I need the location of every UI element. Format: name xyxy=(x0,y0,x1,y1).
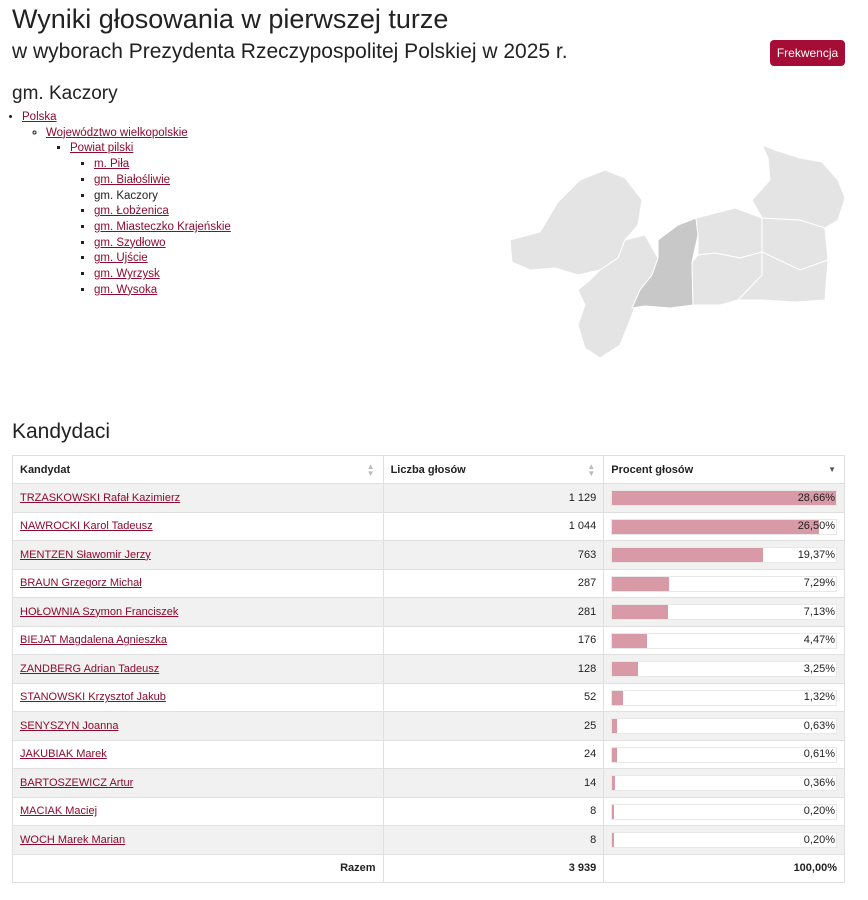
percent-cell xyxy=(604,683,845,712)
commune-link[interactable]: m. Piła xyxy=(94,158,130,171)
commune-current: gm. Kaczory xyxy=(94,189,158,202)
candidate-link[interactable]: WOCH Marek Marian xyxy=(20,833,126,846)
table-row xyxy=(13,626,845,655)
page-title: Wyniki głosowania w pierwszej turze xyxy=(12,4,449,34)
commune-item xyxy=(94,173,231,189)
percent-cell xyxy=(604,826,845,855)
percent-cell xyxy=(604,797,845,826)
commune-item xyxy=(94,283,231,299)
commune-item xyxy=(94,220,231,236)
commune-link[interactable]: gm. Szydłowo xyxy=(94,236,166,249)
commune-link[interactable]: gm. Wyrzysk xyxy=(94,268,160,281)
candidate-cell xyxy=(13,626,384,655)
commune-list xyxy=(70,157,231,298)
candidates-table xyxy=(12,455,845,883)
candidate-link[interactable]: BRAUN Grzegorz Michał xyxy=(20,577,142,590)
candidate-link[interactable]: STANOWSKI Krzysztof Jakub xyxy=(20,691,166,704)
commune-link[interactable]: gm. Białośliwie xyxy=(94,173,171,186)
total-votes: 3 939 xyxy=(383,854,604,883)
percent-label: 0,20% xyxy=(803,833,835,846)
candidate-link[interactable]: ZANDBERG Adrian Tadeusz xyxy=(20,662,160,675)
map-region-pila[interactable] xyxy=(696,208,762,258)
table-row xyxy=(13,769,845,798)
tree-item-voivodeship xyxy=(46,126,231,299)
percent-label: 26,50% xyxy=(797,520,835,533)
total-label: Razem xyxy=(13,854,384,883)
votes-cell: 24 xyxy=(383,740,604,769)
percent-cell xyxy=(604,712,845,741)
region-tree xyxy=(0,110,231,298)
candidates-heading: Kandydaci xyxy=(12,420,111,443)
commune-item xyxy=(94,157,231,173)
candidate-cell xyxy=(13,598,384,627)
sort-icon: ▲ ▼ xyxy=(366,462,375,478)
candidate-cell xyxy=(13,740,384,769)
commune-item xyxy=(94,251,231,267)
commune-link[interactable]: gm. Wysoka xyxy=(94,283,158,296)
commune-link[interactable]: gm. Łobżenica xyxy=(94,205,169,218)
commune-item xyxy=(94,189,231,205)
candidate-cell xyxy=(13,655,384,684)
table-row xyxy=(13,655,845,684)
percent-cell xyxy=(604,598,845,627)
percent-cell xyxy=(604,740,845,769)
tree-item-county xyxy=(70,141,231,298)
votes-cell: 1 129 xyxy=(383,484,604,513)
column-header-candidate[interactable] xyxy=(13,456,384,484)
candidate-cell xyxy=(13,683,384,712)
tree-item-country xyxy=(22,110,231,298)
percent-cell xyxy=(604,512,845,541)
map-region-miasteczko[interactable] xyxy=(752,145,845,228)
table-row xyxy=(13,712,845,741)
percent-label: 7,29% xyxy=(803,577,835,590)
candidate-link[interactable]: BIEJAT Magdalena Agnieszka xyxy=(20,634,167,647)
votes-cell: 8 xyxy=(383,797,604,826)
commune-item xyxy=(94,236,231,252)
candidate-cell xyxy=(13,569,384,598)
column-header-votes[interactable] xyxy=(383,456,604,484)
location-title: gm. Kaczory xyxy=(12,83,118,104)
candidate-link[interactable]: BARTOSZEWICZ Artur xyxy=(20,776,134,789)
percent-label: 3,25% xyxy=(803,662,835,675)
total-percent: 100,00% xyxy=(604,854,845,883)
voivodeship-link[interactable]: Województwo wielkopolskie xyxy=(46,126,188,139)
sort-icon: ▲ ▼ xyxy=(587,462,596,478)
percent-label: 0,36% xyxy=(803,776,835,789)
percent-label: 0,20% xyxy=(803,805,835,818)
votes-cell: 287 xyxy=(383,569,604,598)
percent-label: 0,63% xyxy=(803,719,835,732)
candidate-cell xyxy=(13,712,384,741)
percent-label: 28,66% xyxy=(797,491,835,504)
column-header-label: Liczba głosów xyxy=(390,463,466,476)
commune-link[interactable]: gm. Miasteczko Krajeńskie xyxy=(94,220,231,233)
table-row xyxy=(13,598,845,627)
total-row xyxy=(13,854,845,883)
commune-link[interactable]: gm. Ujście xyxy=(94,252,148,265)
votes-cell: 25 xyxy=(383,712,604,741)
sort-desc-icon: ▼ xyxy=(828,465,836,474)
percent-label: 1,32% xyxy=(803,691,835,704)
column-header-label: Kandydat xyxy=(20,463,71,476)
candidate-cell xyxy=(13,769,384,798)
table-row xyxy=(13,484,845,513)
candidate-link[interactable]: SENYSZYN Joanna xyxy=(20,719,119,732)
percent-cell xyxy=(604,769,845,798)
percent-cell xyxy=(604,541,845,570)
votes-cell: 1 044 xyxy=(383,512,604,541)
percent-cell xyxy=(604,569,845,598)
candidate-cell xyxy=(13,512,384,541)
table-row xyxy=(13,797,845,826)
frekwencja-button[interactable]: Frekwencja xyxy=(770,40,845,66)
percent-cell xyxy=(604,655,845,684)
votes-cell: 52 xyxy=(383,683,604,712)
table-header-row xyxy=(13,456,845,484)
percent-label: 19,37% xyxy=(797,548,835,561)
candidate-link[interactable]: TRZASKOWSKI Rafał Kazimierz xyxy=(20,491,181,504)
percent-label: 7,13% xyxy=(803,605,835,618)
percent-cell xyxy=(604,484,845,513)
table-row xyxy=(13,541,845,570)
page-subtitle: w wyborach Prezydenta Rzeczypospolitej Polskiej w 2025 r. xyxy=(12,40,568,63)
percent-cell xyxy=(604,626,845,655)
candidate-cell xyxy=(13,826,384,855)
county-link[interactable]: Powiat pilski xyxy=(70,142,134,155)
commune-map xyxy=(500,140,850,365)
candidate-link[interactable]: HOŁOWNIA Szymon Franciszek xyxy=(20,605,179,618)
votes-cell: 128 xyxy=(383,655,604,684)
country-link[interactable]: Polska xyxy=(22,111,57,123)
candidate-link[interactable]: MENTZEN Sławomir Jerzy xyxy=(20,548,151,561)
candidate-cell xyxy=(13,797,384,826)
commune-item xyxy=(94,204,231,220)
table-row xyxy=(13,512,845,541)
votes-cell: 176 xyxy=(383,626,604,655)
table-row xyxy=(13,740,845,769)
votes-cell: 8 xyxy=(383,826,604,855)
votes-cell: 763 xyxy=(383,541,604,570)
percent-label: 4,47% xyxy=(803,634,835,647)
candidate-cell xyxy=(13,541,384,570)
table-row xyxy=(13,569,845,598)
candidate-link[interactable]: NAWROCKI Karol Tadeusz xyxy=(20,520,153,533)
column-header-percent[interactable] xyxy=(604,456,845,484)
table-row xyxy=(13,826,845,855)
candidate-cell xyxy=(13,484,384,513)
table-row xyxy=(13,683,845,712)
column-header-label: Procent głosów xyxy=(611,463,694,476)
candidate-link[interactable]: MACIAK Maciej xyxy=(20,805,98,818)
votes-cell: 281 xyxy=(383,598,604,627)
candidate-link[interactable]: JAKUBIAK Marek xyxy=(20,748,107,761)
percent-label: 0,61% xyxy=(803,748,835,761)
votes-cell: 14 xyxy=(383,769,604,798)
commune-item xyxy=(94,267,231,283)
